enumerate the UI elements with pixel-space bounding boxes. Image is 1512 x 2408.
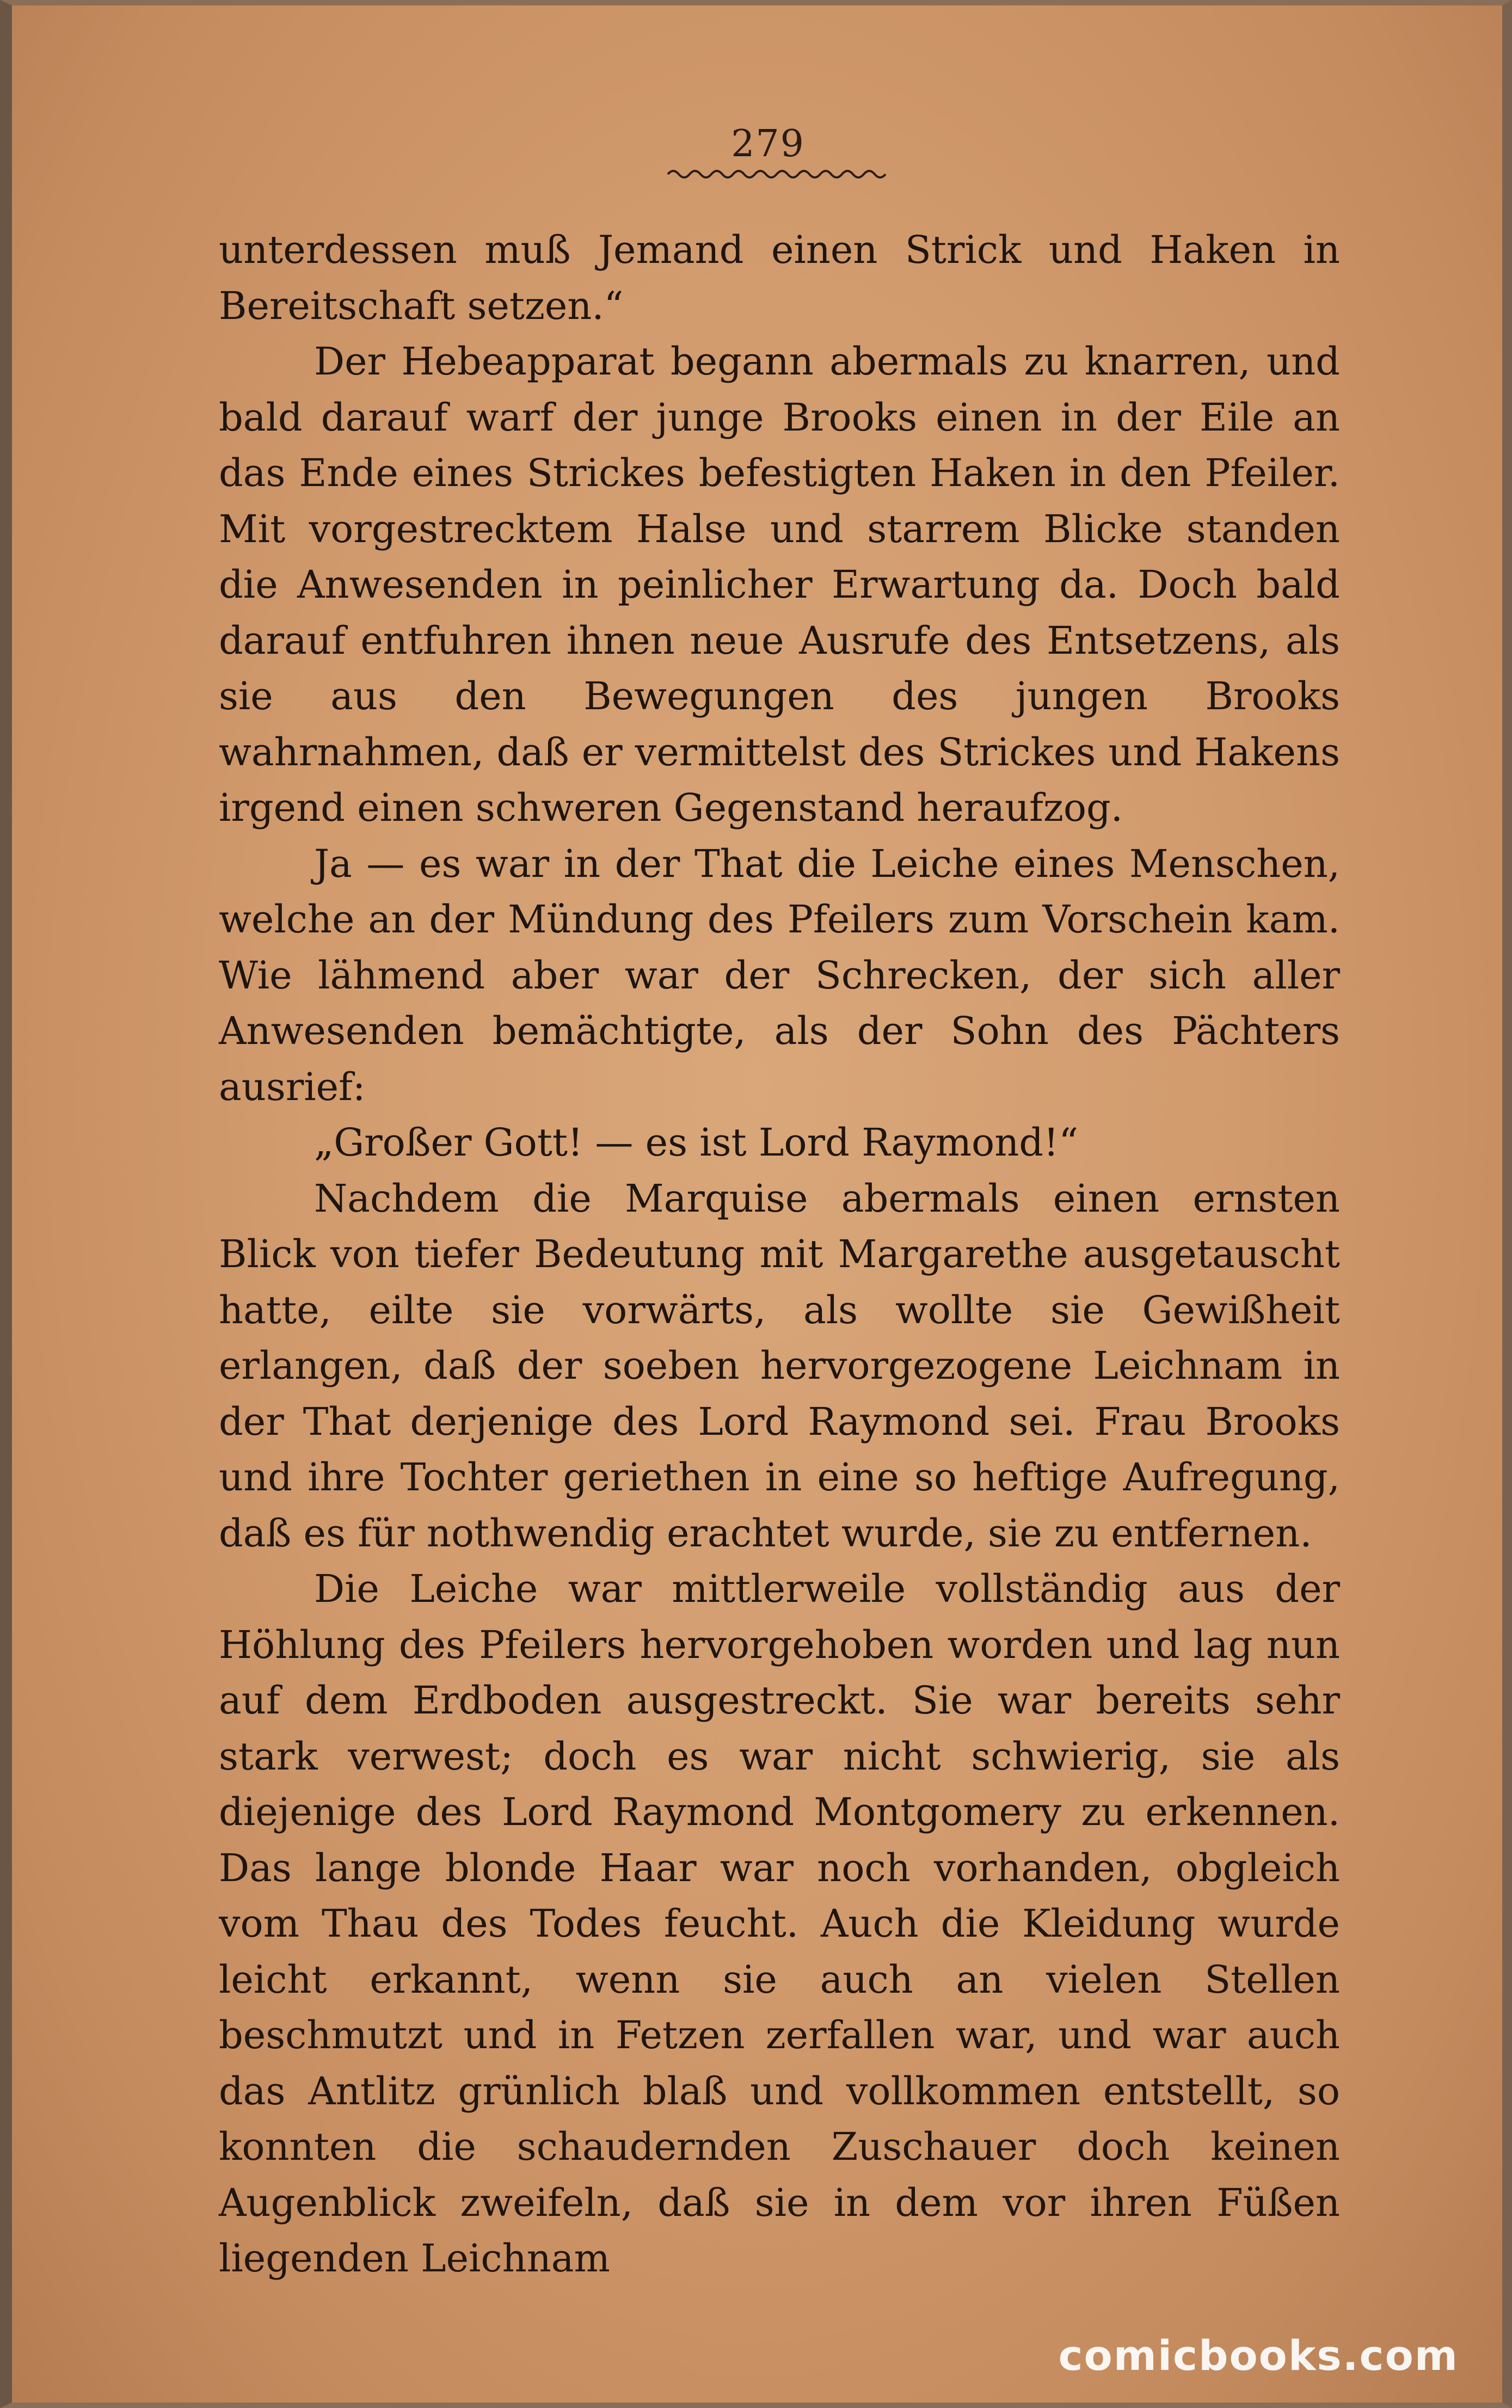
ornament-divider xyxy=(662,163,891,185)
paragraph: Ja — es war in der That die Leiche eines Menschen, welche an der Mündung des Pfeilers zum Vorschein kam. Wie lähmend aber war der Schrecken, der sich aller Anwesenden bemächtigte, als der Sohn des Pächters ausrief: xyxy=(219,841,1340,1109)
paragraph: Nachdem die Marquise abermals einen ernsten Blick von tiefer Bedeutung mit Margarethe ausgetauscht hatte, eilte sie vorwärts, als wollte sie Gewißheit erlangen, daß der soeben hervorgezogene Leichnam in der That derjenige des Lord Raymond sei. Frau Brooks und ihre Tochter geriethen in eine so heftige Aufregung, daß es für nothwendig erachtet wurde, sie zu entfernen. xyxy=(219,1176,1340,1556)
page-number: 279 xyxy=(731,122,805,165)
paragraph: unterdessen muß Jemand einen Strick und Haken in Bereitschaft setzen.“ xyxy=(219,228,1340,328)
body-text xyxy=(219,222,1340,2287)
paragraph: „Großer Gott! — es ist Lord Raymond!“ xyxy=(314,1120,1078,1165)
watermark: comicbooks.com xyxy=(1058,2331,1459,2380)
paragraph: Der Hebeapparat begann abermals zu knarren, und bald darauf warf der junge Brooks einen in der Eile an das Ende eines Strickes befestigten Haken in den Pfeiler. Mit vorgestrecktem Halse und starrem Blicke standen die Anwesenden in peinlicher Erwartung da. Doch bald darauf entfuhren ihnen neue Ausrufe des Entsetzens, als sie aus den Bewegungen des jungen Brooks wahrnahmen, daß er vermittelst des Strickes und Hakens irgend einen schweren Gegenstand heraufzog. xyxy=(219,339,1340,830)
paragraph: Die Leiche war mittlerweile vollständig aus der Höhlung des Pfeilers hervorgehoben worden und lag nun auf dem Erdboden ausgestreckt. Sie war bereits sehr stark verwest; doch es war nicht schwierig, sie als diejenige des Lord Raymond Montgomery zu erkennen. Das lange blonde Haar war noch vorhanden, obgleich vom Thau des Todes feucht. Auch die Kleidung wurde leicht erkannt, wenn sie auch an vielen Stellen beschmutzt und in Fetzen zerfallen war, und war auch das Antlitz grünlich blaß und vollkommen entstellt, so konnten die schaudernden Zuschauer doch keinen Augenblick zweifeln, daß sie in dem vor ihren Füßen liegenden Leichnam xyxy=(219,1567,1340,2281)
